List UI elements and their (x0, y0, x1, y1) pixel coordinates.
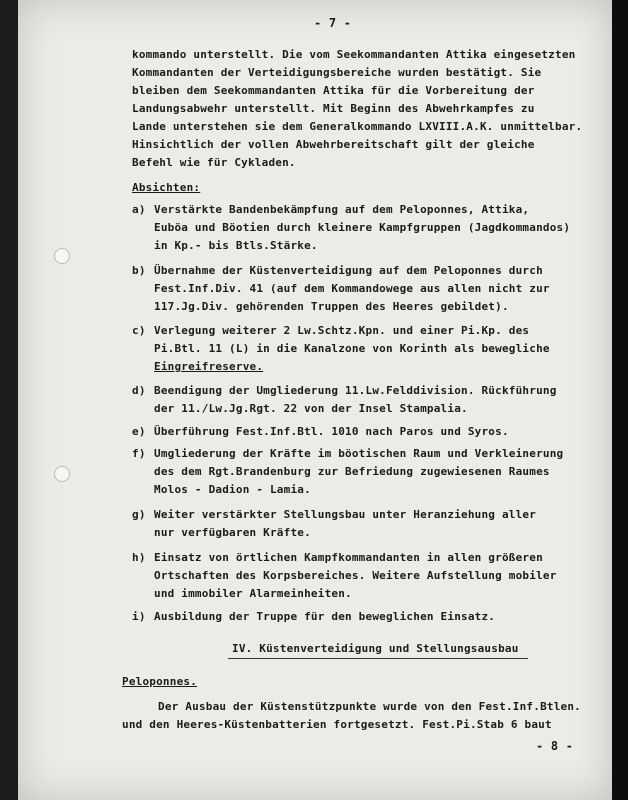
sub-heading: Peloponnes. (122, 675, 198, 688)
item-line: 117.Jg.Div. gehörenden Truppen des Heeres gebildet). (154, 300, 509, 313)
intro-line: Hinsichtlich der vollen Abwehrbereitschaft gilt der gleiche (132, 138, 535, 151)
item-line: Verstärkte Bandenbekämpfung auf dem Peloponnes, Attika, (154, 203, 530, 216)
item-line: Umgliederung der Kräfte im böotischen Raum und Verkleinerung (154, 447, 564, 460)
item-line: des dem Rgt.Brandenburg zur Befriedung zugewiesenen Raumes (154, 465, 550, 478)
intro-line: Kommandanten der Verteidigungsbereiche wurden bestätigt. Sie (132, 66, 542, 79)
item-letter: g) (132, 508, 146, 521)
punch-hole-icon (54, 466, 70, 482)
item-line: Fest.Inf.Div. 41 (auf dem Kommandowege aus allen nicht zur (154, 282, 550, 295)
section-heading: IV. Küstenverteidigung und Stellungsausbau (232, 642, 519, 655)
item-letter: b) (132, 264, 146, 277)
item-line: Ausbildung der Truppe für den beweglichen Einsatz. (154, 610, 496, 623)
item-letter: a) (132, 203, 146, 216)
closing-line: Der Ausbau der Küstenstützpunkte wurde von den Fest.Inf.Btlen. (158, 700, 581, 713)
scan-edge (612, 0, 628, 800)
item-letter: c) (132, 324, 146, 337)
item-line: Eingreifreserve. (154, 360, 264, 373)
intro-line: bleiben dem Seekommandanten Attika für die Vorbereitung der (132, 84, 535, 97)
item-line: Verlegung weiterer 2 Lw.Schtz.Kpn. und einer Pi.Kp. des (154, 324, 530, 337)
item-line: in Kp.- bis Btls.Stärke. (154, 239, 318, 252)
item-line: der 11./Lw.Jg.Rgt. 22 von der Insel Stampalia. (154, 402, 468, 415)
absichten-heading: Absichten: (132, 181, 201, 194)
section-divider (228, 658, 528, 659)
item-letter: f) (132, 447, 146, 460)
item-line: Überführung Fest.Inf.Btl. 1010 nach Paros und Syros. (154, 425, 509, 438)
item-letter: i) (132, 610, 146, 623)
intro-line: kommando unterstellt. Die vom Seekommandanten Attika eingesetzten (132, 48, 576, 61)
item-line: Einsatz von örtlichen Kampfkommandanten in allen größeren (154, 551, 543, 564)
item-line: Ortschaften des Korpsbereiches. Weitere Aufstellung mobiler (154, 569, 557, 582)
item-line: Pi.Btl. 11 (L) in die Kanalzone von Korinth als bewegliche (154, 342, 550, 355)
next-page-marker: - 8 - (536, 739, 574, 753)
page-number: - 7 - (314, 16, 352, 30)
punch-hole-icon (54, 248, 70, 264)
item-letter: d) (132, 384, 146, 397)
item-line: und immobiler Alarmeinheiten. (154, 587, 352, 600)
item-letter: h) (132, 551, 146, 564)
item-letter: e) (132, 425, 146, 438)
intro-line: Befehl wie für Cykladen. (132, 156, 296, 169)
item-line: Euböa und Böotien durch kleinere Kampfgruppen (Jagdkommandos) (154, 221, 571, 234)
document-page (18, 0, 612, 800)
item-line: Übernahme der Küstenverteidigung auf dem Peloponnes durch (154, 264, 543, 277)
intro-line: Landungsabwehr unterstellt. Mit Beginn des Abwehrkampfes zu (132, 102, 535, 115)
item-line: Molos - Dadion - Lamia. (154, 483, 311, 496)
item-line: Beendigung der Umgliederung 11.Lw.Felddivision. Rückführung (154, 384, 557, 397)
item-line: Weiter verstärkter Stellungsbau unter Heranziehung aller (154, 508, 537, 521)
closing-line: und den Heeres-Küstenbatterien fortgesetzt. Fest.Pi.Stab 6 baut (122, 718, 552, 731)
item-line: nur verfügbaren Kräfte. (154, 526, 311, 539)
intro-line: Lande unterstehen sie dem Generalkommando LXVIII.A.K. unmittelbar. (132, 120, 583, 133)
